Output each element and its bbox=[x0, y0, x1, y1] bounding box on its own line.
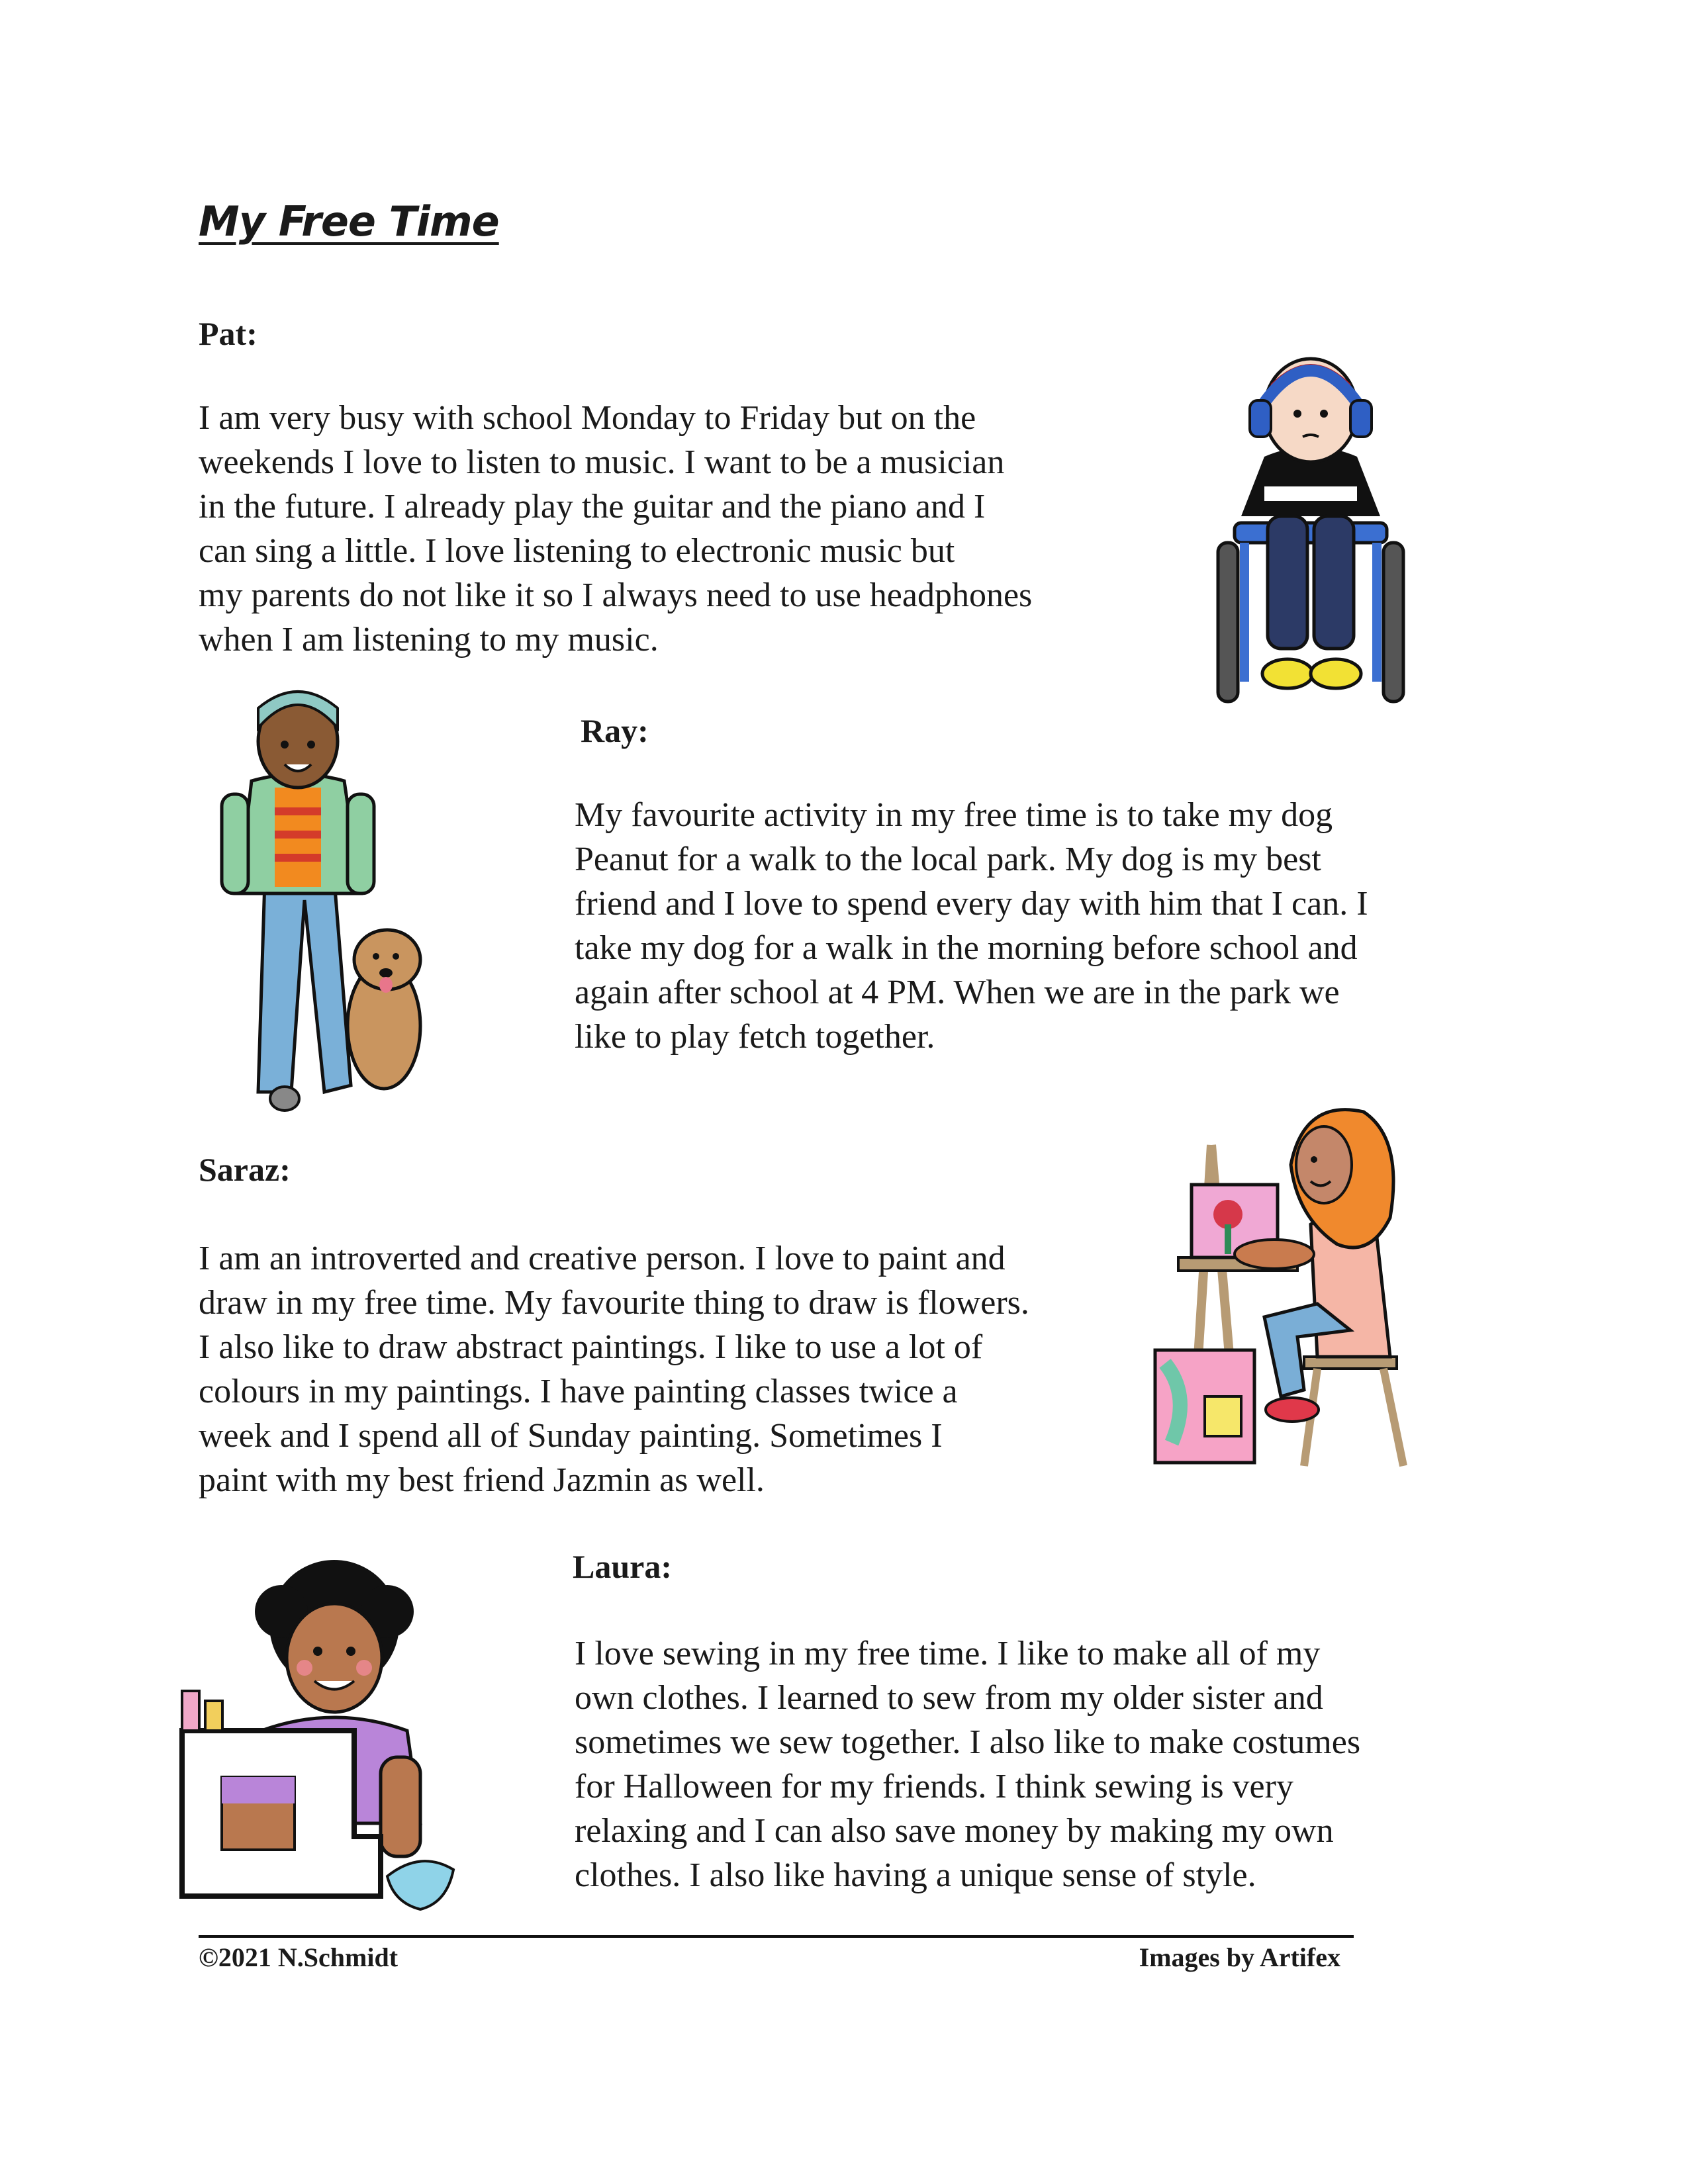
girl-wheelchair-illustration bbox=[1205, 344, 1417, 715]
text-line: Peanut for a walk to the local park. My dog is my best bbox=[575, 841, 1321, 878]
text-line: weekends I love to listen to music. I want to be a musician bbox=[199, 443, 1005, 481]
text-line: in the future. I already play the guitar and the piano and I bbox=[199, 488, 986, 525]
text-line: when I am listening to my music. bbox=[199, 621, 659, 659]
section-name-saraz: Saraz: bbox=[199, 1151, 291, 1188]
section-text-laura bbox=[575, 1631, 1360, 1897]
text-line: I love sewing in my free time. I like to make all of my bbox=[575, 1635, 1321, 1672]
text-line: I also like to draw abstract paintings. I like to use a lot of bbox=[199, 1328, 983, 1366]
text-line: sometimes we sew together. I also like to make costumes bbox=[575, 1723, 1361, 1761]
text-line: clothes. I also like having a unique sense of style. bbox=[575, 1856, 1256, 1894]
footer-divider bbox=[199, 1935, 1354, 1938]
footer-image-credit: Images by Artifex bbox=[1139, 1942, 1340, 1972]
text-line: week and I spend all of Sunday painting. Sometimes I bbox=[199, 1417, 943, 1455]
text-line: take my dog for a walk in the morning before school and bbox=[575, 929, 1358, 967]
section-text-saraz bbox=[199, 1236, 1029, 1502]
text-line: relaxing and I can also save money by making my own bbox=[575, 1812, 1334, 1850]
section-name-ray: Ray: bbox=[581, 712, 649, 749]
section-text-ray bbox=[575, 793, 1368, 1059]
text-line: my parents do not like it so I always need to use headphones bbox=[199, 576, 1033, 614]
section-name-laura: Laura: bbox=[573, 1548, 672, 1585]
text-line: draw in my free time. My favourite thing to draw is flowers. bbox=[199, 1284, 1029, 1322]
text-line: again after school at 4 PM. When we are in the park we bbox=[575, 974, 1340, 1011]
footer-copyright: ©2021 N.Schmidt bbox=[199, 1942, 399, 1972]
text-line: can sing a little. I love listening to electronic music but bbox=[199, 532, 955, 570]
text-line: own clothes. I learned to sew from my older sister and bbox=[575, 1679, 1323, 1717]
text-line: I am an introverted and creative person. I love to paint and bbox=[199, 1240, 1006, 1277]
text-line: for Halloween for my friends. I think sewing is very bbox=[575, 1768, 1293, 1805]
boy-walking-dog-illustration bbox=[218, 682, 430, 1118]
text-line: I am very busy with school Monday to Friday but on the bbox=[199, 399, 976, 437]
girl-painting-illustration bbox=[1152, 1085, 1430, 1476]
girl-sewing-illustration bbox=[169, 1559, 473, 1929]
section-text-pat bbox=[199, 396, 1032, 662]
text-line: colours in my paintings. I have painting classes twice a bbox=[199, 1373, 958, 1410]
page-title: My Free Time bbox=[199, 197, 499, 246]
text-line: paint with my best friend Jazmin as well. bbox=[199, 1461, 765, 1499]
text-line: My favourite activity in my free time is to take my dog bbox=[575, 796, 1333, 834]
section-name-pat: Pat: bbox=[199, 315, 258, 352]
text-line: like to play fetch together. bbox=[575, 1018, 935, 1056]
text-line: friend and I love to spend every day with him that I can. I bbox=[575, 885, 1368, 923]
